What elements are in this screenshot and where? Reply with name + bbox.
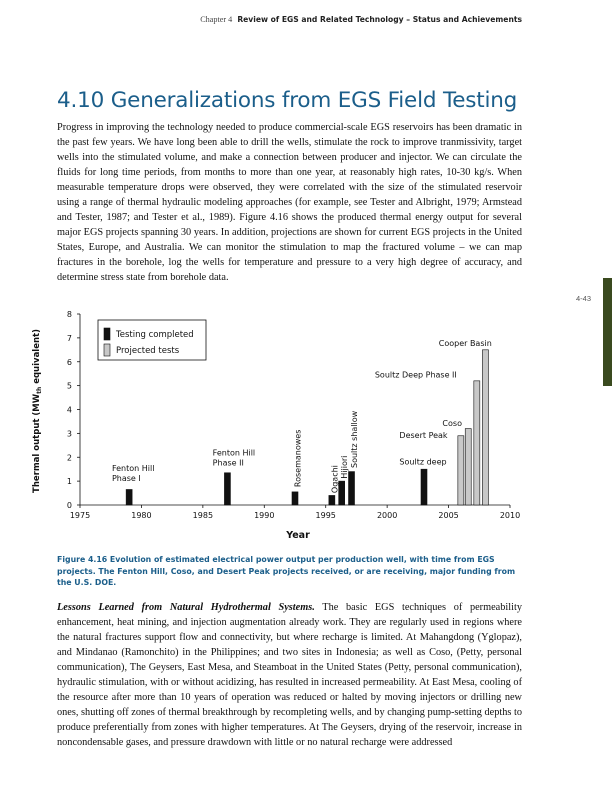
bar-annotation-line: Fenton Hill bbox=[111, 464, 155, 474]
chart-legend bbox=[98, 320, 206, 360]
chart-annotations bbox=[112, 339, 492, 493]
y-tick-label: 3 bbox=[66, 429, 72, 439]
bar-mark bbox=[329, 495, 335, 505]
bar-annotation-line: Coso bbox=[442, 419, 462, 429]
x-tick-label: 2000 bbox=[376, 511, 398, 520]
x-tick-label: 1975 bbox=[69, 511, 91, 520]
lessons-lead: Lessons Learned from Natural Hydrothermal Systems. bbox=[57, 602, 315, 613]
bar-annotation-label: Hijiori bbox=[340, 455, 350, 479]
bar-mark bbox=[126, 489, 132, 505]
x-tick-label: 2010 bbox=[499, 511, 521, 520]
lessons-paragraph bbox=[57, 600, 522, 750]
bar-annotation-label: Rosemanowes bbox=[293, 429, 303, 488]
bar-annotation-label bbox=[112, 464, 154, 483]
bar-mark bbox=[339, 481, 345, 505]
legend-swatch-projected bbox=[104, 344, 110, 356]
legend-swatch-completed bbox=[104, 328, 110, 340]
chapter-side-tab bbox=[603, 278, 612, 386]
lessons-body: The basic EGS techniques of permeability enhancement, heat mining, and injection augmentation already work. They are regularly used in regions where the natural fractures support flow and connectivity, but where recharge is limited. At Mahangdong (Yglopaz), and Mindanao (Ramonchito) in the Philippines; and two sites in Indonesia; as well as Coso, (Petty, personal communication), The Geysers, East Mesa, and Steamboat in the United States (Petty, personal communication), hydraulic stimulation, with or without acidizing, has resulted in increased permeability. At East Mesa, cooling of the resource after more than 10 years of operation was reduced or halted by moving injectors or drilling new ones, shutting off zones of thermal breakthrough by recompleting wells, and by changing pump-setting depths to produce preferentially from zones with higher temperatures. At The Geysers, drying of the reservoir, increase in noncondensable gases, and pressure drawdown with little or no natural recharge were addressed bbox=[57, 602, 522, 748]
x-tick-label: 1990 bbox=[254, 511, 275, 520]
bar-annotation-line: Soultz Deep Phase II bbox=[374, 370, 457, 380]
bar-mark bbox=[458, 436, 464, 505]
bar-mark bbox=[465, 429, 471, 505]
section-title: 4.10 Generalizations from EGS Field Testing bbox=[57, 88, 518, 113]
bar-annotation-label: Ogachi bbox=[330, 465, 340, 494]
y-axis-label-tail: equivalent) bbox=[32, 329, 42, 387]
y-tick-label: 5 bbox=[66, 381, 72, 391]
bar-annotation-line: Cooper Basin bbox=[438, 339, 492, 349]
bar-mark bbox=[421, 469, 427, 505]
bar-mark bbox=[349, 472, 355, 505]
y-tick-label: 7 bbox=[66, 333, 72, 343]
legend-label-projected: Projected tests bbox=[116, 346, 180, 356]
bar-mark bbox=[474, 381, 480, 505]
bar-mark bbox=[224, 473, 230, 505]
bar-annotation-line: Phase I bbox=[111, 474, 141, 484]
y-tick-label: 1 bbox=[66, 477, 72, 487]
intro-paragraph: Progress in improving the technology needed to produce commercial-scale EGS reservoirs has been dramatic in the past few years. We have long been able to drill the wells, stimulate the rock to improve tranmissivity, target wells into the stimulated volume, and make a connection between producer and injector. We can circulate the fluids for long time periods, from months to more than one year, at reasonably high rates, 10-30 kg/s. When measurable temperature drops were observed, they were correlated with the size of the stimulated reservoir using a range of thermal hydraulic modeling approaches (for example, see Tester and Albright, 1979; Armstead and Tester, 1987; and Tester et al., 1989). Figure 4.16 shows the produced thermal energy output for several major EGS projects spanning 30 years. In addition, projections are shown for current EGS projects in the United States, Europe, and Australia. We can monitor the stimulation to map the fractured volume – we can map fractures in the borehole, log the wells for temperature and pressure to a very high degree of accuracy, and determine stress state from borehole data. bbox=[57, 122, 522, 283]
y-tick-label: 6 bbox=[66, 357, 72, 367]
y-tick-label: 0 bbox=[66, 501, 72, 510]
bar-annotation-label bbox=[439, 339, 492, 348]
y-tick-label: 4 bbox=[66, 405, 72, 415]
y-axis-label bbox=[32, 329, 43, 493]
bar-annotation-label bbox=[399, 431, 448, 440]
y-tick-label: 8 bbox=[66, 310, 72, 319]
x-axis-label: Year bbox=[286, 530, 310, 541]
bar-annotation-label bbox=[442, 419, 462, 428]
legend-label-completed: Testing completed bbox=[116, 330, 194, 340]
x-tick-label: 2005 bbox=[438, 511, 459, 520]
bar-annotation-line: Fenton Hill bbox=[212, 448, 256, 458]
bar-annotation-label bbox=[399, 457, 446, 466]
y-axis-label-subscript: th bbox=[36, 386, 43, 394]
bar-annotation-line: Desert Peak bbox=[399, 431, 448, 441]
bar-mark bbox=[482, 350, 488, 505]
bar-annotation-label bbox=[375, 370, 457, 379]
chapter-title: Review of EGS and Related Technology – Status and Achievements bbox=[237, 15, 522, 24]
bar-annotation-label: Soultz shallow bbox=[349, 410, 359, 468]
y-axis-label-main: Thermal output (MW bbox=[32, 393, 42, 493]
bar-annotation-line: Phase II bbox=[212, 458, 244, 468]
page-number: 4-43 bbox=[576, 294, 592, 303]
bar-annotation-line: Soultz deep bbox=[399, 457, 447, 467]
y-tick-label: 2 bbox=[66, 453, 72, 463]
chapter-label: Chapter 4 bbox=[200, 15, 233, 24]
bar-annotation-label bbox=[213, 449, 255, 468]
x-tick-label: 1995 bbox=[315, 511, 336, 520]
thermal-output-chart bbox=[28, 303, 528, 543]
x-tick-label: 1985 bbox=[192, 511, 214, 520]
figure-caption: Figure 4.16 Evolution of estimated electrical power output per production well, with time from EGS projects. The Fenton Hill, Coso, and Desert Peak projects received, or are receiving, major funding from the U.S. DOE. bbox=[57, 555, 516, 587]
x-tick-label: 1980 bbox=[131, 511, 152, 520]
bar-mark bbox=[292, 492, 298, 505]
running-head bbox=[200, 15, 522, 24]
